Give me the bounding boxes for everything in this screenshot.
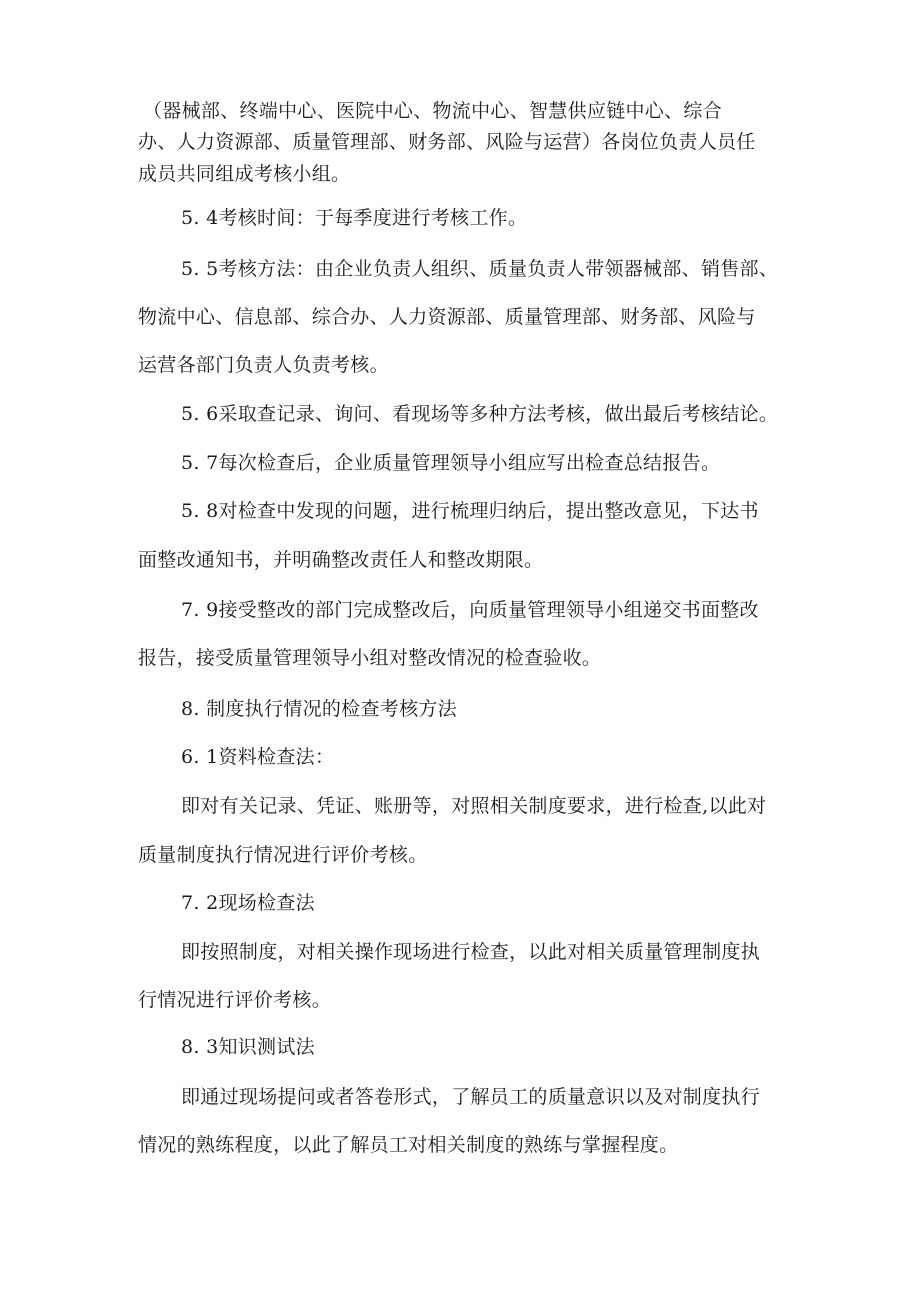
text-line: 物流中心、信息部、综合办、人力资源部、质量管理部、财务部、风险与 — [138, 306, 756, 328]
text-line: 情况的熟练程度，以此了解员工对相关制度的熟练与掌握程度。 — [138, 1134, 679, 1156]
text-line: 5. 6采取查记录、询问、看现场等多种方法考核，做出最后考核结论。 — [181, 403, 779, 425]
text-line: 5. 8对检查中发现的问题，进行梳理归纳后，提出整改意见，下达书 — [181, 500, 759, 522]
subsection-heading: 7. 2现场检查法 — [181, 892, 315, 914]
text-line: 5. 7每次检查后，企业质量管理领导小组应写出检查总结报告。 — [181, 452, 721, 474]
text-line: 即对有关记录、凭证、账册等，对照相关制度要求，进行检查,以此对 — [181, 795, 767, 817]
text-line: 5. 4考核时间：于每季度进行考核工作。 — [181, 207, 528, 229]
text-line: 办、人力资源部、质量管理部、财务部、风险与运营）各岗位负责人员任 — [138, 131, 756, 153]
text-line: 运营各部门负责人负责考核。 — [138, 354, 389, 376]
text-line: 报告，接受质量管理领导小组对整改情况的检查验收。 — [138, 647, 602, 669]
text-line: 成员共同组成考核小组。 — [138, 163, 351, 185]
subsection-heading: 8. 3知识测试法 — [181, 1036, 315, 1058]
text-line: 5. 5考核方法：由企业负责人组织、质量负责人带领器械部、销售部、 — [181, 258, 779, 280]
text-line: 质量制度执行情况进行评价考核。 — [138, 844, 428, 866]
text-line: （器械部、终端中心、医院中心、物流中心、智慧供应链中心、综合 — [143, 100, 723, 122]
text-line: 即通过现场提问或者答卷形式，了解员工的质量意识以及对制度执行 — [181, 1086, 761, 1108]
subsection-heading: 6. 1资料检查法： — [181, 746, 335, 768]
text-line: 7. 9接受整改的部门完成整改后，向质量管理领导小组递交书面整改 — [181, 599, 759, 621]
section-heading: 8. 制度执行情况的检查考核方法 — [181, 698, 457, 720]
text-line: 即按照制度，对相关操作现场进行检查，以此对相关质量管理制度执 — [181, 941, 761, 963]
text-line: 面整改通知书，并明确整改责任人和整改期限。 — [138, 549, 544, 571]
text-line: 行情况进行评价考核。 — [138, 989, 332, 1011]
